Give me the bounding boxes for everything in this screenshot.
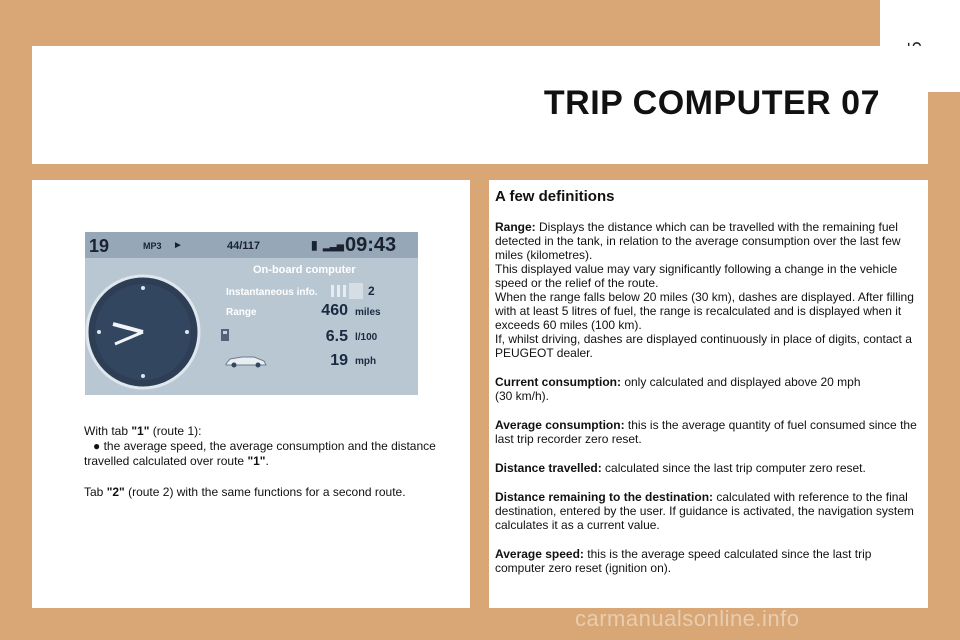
watermark-text: carmanualsonline.info (575, 606, 800, 631)
screen-unit: l/100 (355, 332, 378, 343)
right-panel (489, 180, 928, 608)
definition-text: Displays the distance which can be travelled with the remaining fuel detected in the tank, in relation to the average consumption over the last few miles (kilometres). This displayed value may vary significantly following a change in the vehicle speed or the relief of the route. When the range falls below 20 miles (30 km), dashes are displayed. After filling with at least 5 litres of fuel, the range is recalculated and is displayed when it exceeds 60 miles (100 km). If, whilst driving, dashes are displayed continuously in place of digits, contact a PEUGEOT dealer. (495, 220, 914, 360)
definition-average-speed (495, 547, 923, 575)
definition-text: calculated since the last trip computer zero reset. (601, 461, 866, 475)
bullet-item (84, 439, 436, 468)
phone-icon: ▮ (311, 238, 318, 252)
temperature-readout: 19 (89, 236, 110, 256)
definition-term: Average speed: (495, 547, 584, 561)
screen-unit: mph (355, 356, 377, 367)
screen-row-label: Range (226, 307, 257, 318)
play-icon: ► (173, 240, 183, 251)
text-run: (route 1): (149, 424, 202, 438)
definition-term: Range: (495, 220, 536, 234)
definition-text: this is the average speed calculated since the last trip computer zero reset (ignition on). (495, 547, 872, 575)
title-band (32, 46, 928, 164)
left-panel (32, 180, 470, 608)
screen-status-bar (85, 232, 418, 258)
definitions-section (495, 190, 923, 590)
clock-time: 09:43 (345, 234, 397, 256)
car-icon (224, 354, 268, 368)
definition-term: Distance remaining to the destination: (495, 490, 714, 504)
definition-term: Current consumption: (495, 375, 621, 389)
analog-clock-icon (85, 260, 211, 392)
text-run: . (265, 454, 269, 468)
definition-term: Average consumption: (495, 418, 625, 432)
definition-distance-remaining (495, 490, 923, 532)
text-run: Tab (84, 485, 107, 499)
screen-value: 460 (321, 302, 348, 319)
text-run: ● the average speed, the average consumption and the distance travelled calculated over route (84, 439, 436, 468)
screen-value: 19 (330, 352, 348, 369)
page-title: TRIP COMPUTER 07 (543, 84, 880, 122)
display-screen-image (85, 232, 418, 395)
text-run: With tab (84, 424, 132, 438)
text-run: (route 2) with the same functions for a second route. (124, 485, 406, 499)
tab-label: "1" (131, 424, 150, 438)
definitions-heading: A few definitions (495, 188, 615, 205)
route-1-paragraph (84, 424, 444, 469)
definition-text: this is the average quantity of fuel consumed since the last trip recorder zero reset. (495, 418, 917, 446)
screen-row-label: Instantaneous info. (226, 287, 318, 298)
definition-distance-travelled (495, 461, 923, 475)
tab-explanation (84, 424, 444, 516)
tab-selector-icon (329, 282, 365, 300)
definition-text: only calculated and displayed above 20 mph (30 km/h). (495, 375, 861, 403)
definition-current-consumption (495, 375, 923, 403)
tab-label: "1" (247, 454, 266, 468)
definition-average-consumption (495, 418, 923, 446)
track-counter: 44/117 (227, 240, 261, 252)
screen-value: 6.5 (325, 328, 348, 345)
definition-text: calculated with reference to the final destination, entered by the user. If guidance is activated, the navigation system calculates it as a current value. (495, 490, 914, 532)
definition-term: Distance travelled: (495, 461, 602, 475)
screen-heading: On-board computer (253, 264, 356, 276)
signal-icon: ▂▃▅ (323, 241, 344, 251)
route-2-paragraph (84, 485, 444, 500)
tab-label: "2" (106, 485, 125, 499)
fuel-pump-icon (220, 328, 232, 342)
mp3-icon: MP3 (143, 241, 162, 251)
definition-range (495, 220, 923, 360)
tab-number: 2 (368, 284, 375, 298)
screen-unit: miles (355, 307, 381, 318)
